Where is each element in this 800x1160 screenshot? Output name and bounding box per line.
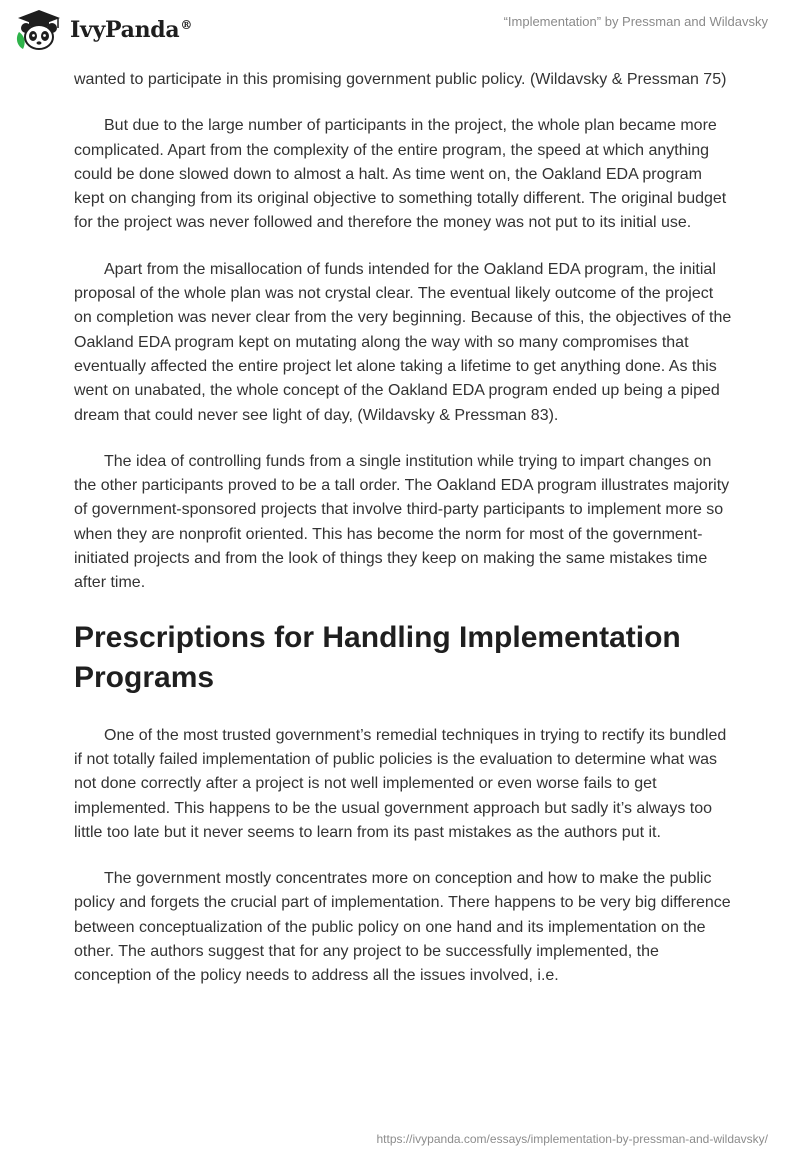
paragraph: The idea of controlling funds from a single institution while trying to impart changes on the other participants proved to be a tall order. The Oakland EDA program illustrates majority of government-sponsored projects that involve third-party participants to implement more so when they are nonprofit oriented. This has become the norm for most of the government-initiated projects and from the look of things they keep on making the same mistakes time after time.	[74, 452, 730, 592]
essay-body	[74, 68, 734, 1011]
paragraph: But due to the large number of participants in the project, the whole plan became more complicated. Apart from the complexity of the entire program, the speed at which anything could be done slowed down to almost a halt. As time went on, the Oakland EDA program kept on changing from its original objective to something totally different. The original budget for the project was never followed and therefore the money was not put to its initial use.	[74, 117, 727, 232]
registered-mark: ®	[180, 17, 193, 32]
source-url[interactable]: https://ivypanda.com/essays/implementation-by-pressman-and-wildavsky/	[376, 1132, 768, 1146]
document-title: “Implementation” by Pressman and Wildavsky	[503, 14, 768, 29]
paragraph: Apart from the misallocation of funds intended for the Oakland EDA program, the initial proposal of the whole plan was not crystal clear. The eventual likely outcome of the project on completion was never clear from the very beginning. Because of this, the objectives of the Oakland EDA program kept on mutating along the way with so many compromises that eventually affected the entire project let alone taking a lifetime to get anything done. As this went on unabated, the whole concept of the Oakland EDA program ended up being a piped dream that could never see light of day, (Wildavsky & Pressman 83).	[74, 260, 732, 424]
section-heading: Prescriptions for Handling Implementation Programs	[74, 620, 681, 694]
paragraph-continuation: wanted to participate in this promising government public policy. (Wildavsky & Pressman 75)	[74, 71, 727, 88]
logo-wordmark: IvyPanda®	[70, 17, 193, 43]
paragraph: The government mostly concentrates more on conception and how to make the public policy and forgets the crucial part of implementation. There happens to be very big difference between conceptualization of the public policy on one hand and its implementation on the other. The authors suggest that for any project to be successfully implemented, the conception of the policy needs to address all the issues involved, i.e.	[74, 870, 731, 985]
page-header	[0, 0, 800, 70]
paragraph: One of the most trusted government’s remedial techniques in trying to rectify its bundled if not totally failed implementation of public policies is the evaluation to determine what was not done correctly after a project is not well implemented or even worse fails to get implemented. This happens to be the usual government approach but sadly it’s always too little too late but it never seems to learn from its past mistakes as the authors put it.	[74, 726, 727, 841]
panda-graduate-icon	[14, 8, 64, 52]
ivypanda-logo[interactable]	[14, 8, 192, 52]
